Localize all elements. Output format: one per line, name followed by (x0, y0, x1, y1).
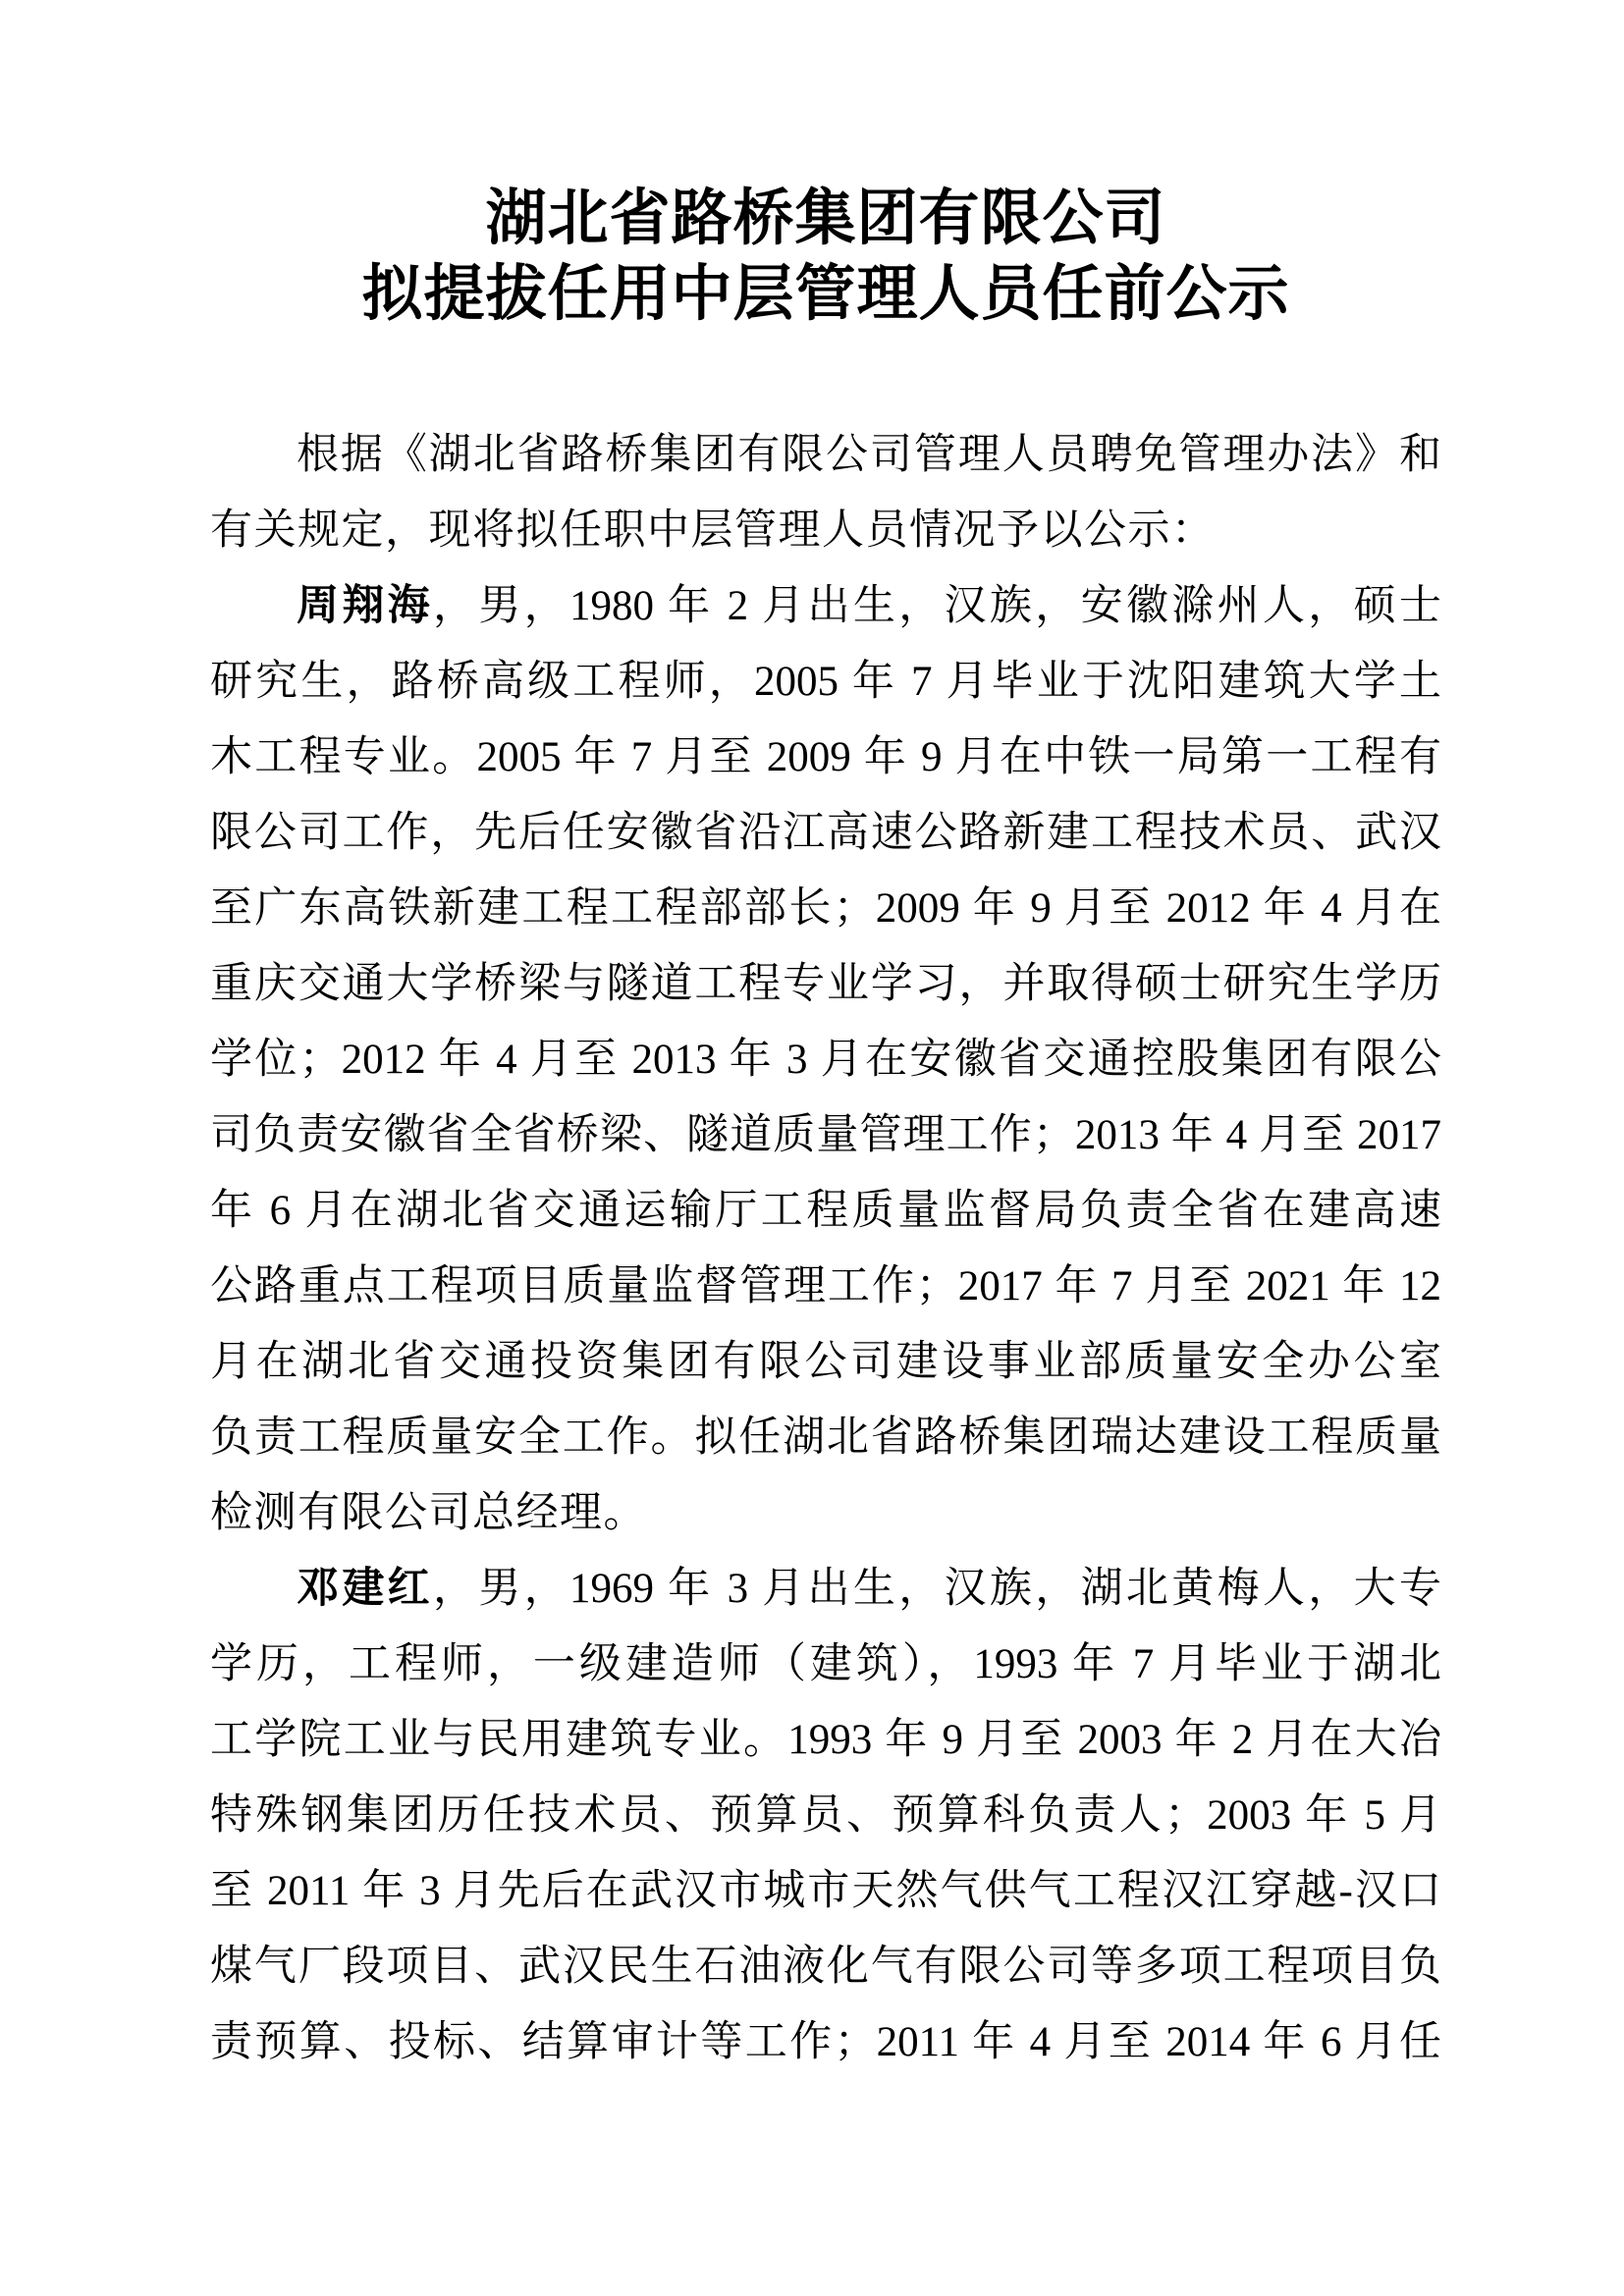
body-line: 重庆交通大学桥梁与隧道工程专业学习，并取得硕士研究生学历 (210, 961, 1441, 1007)
body-line: 责预算、投标、结算审计等工作；2011 年 4 月至 2014 年 6 月任 (210, 2019, 1441, 2065)
body-line: 学历，工程师，一级建造师（建筑），1993 年 7 月毕业于湖北 (210, 1641, 1441, 1687)
body-line-text: ，男，1980 年 2 月出生，汉族，安徽滁州人，硕士 (433, 583, 1441, 629)
body-line: 有关规定，现将拟任职中层管理人员情况予以公示： (210, 507, 1216, 554)
body-line: 研究生，路桥高级工程师，2005 年 7 月毕业于沈阳建筑大学土 (210, 659, 1441, 705)
body-line: 公路重点工程项目质量监督管理工作；2017 年 7 月至 2021 年 12 (210, 1263, 1441, 1309)
body-line-text: ，男，1969 年 3 月出生，汉族，湖北黄梅人，大专 (433, 1566, 1441, 1612)
body-line: 学位；2012 年 4 月至 2013 年 3 月在安徽省交通控股集团有限公 (210, 1037, 1441, 1083)
body-line: 负责工程质量安全工作。拟任湖北省路桥集团瑞达建设工程质量 (210, 1415, 1441, 1461)
body-line (210, 568, 1441, 644)
body-line: 月在湖北省交通投资集团有限公司建设事业部质量安全办公室 (210, 1339, 1441, 1385)
title-line-2: 拟提拔任用中层管理人员任前公示 (361, 261, 1290, 328)
body-line: 年 6 月在湖北省交通运输厅工程质量监督局负责全省在建高速 (210, 1188, 1441, 1234)
body-line: 木工程专业。2005 年 7 月至 2009 年 9 月在中铁一局第一工程有 (210, 734, 1441, 780)
body-line: 工学院工业与民用建筑专业。1993 年 9 月至 2003 年 2 月在大冶 (210, 1717, 1441, 1763)
body-line: 至 2011 年 3 月先后在武汉市城市天然气供气工程汉江穿越-汉口 (210, 1868, 1441, 1914)
document-body (210, 417, 1441, 2080)
person-name: 邓建红 (297, 1566, 434, 1612)
body-line: 煤气厂段项目、武汉民生石油液化气有限公司等多项工程项目负 (210, 1944, 1441, 1990)
body-line: 司负责安徽省全省桥梁、隧道质量管理工作；2013 年 4 月至 2017 (210, 1112, 1441, 1158)
body-line: 限公司工作，先后任安徽省沿江高速公路新建工程技术员、武汉 (210, 810, 1441, 856)
body-line: 至广东高铁新建工程工程部部长；2009 年 9 月至 2012 年 4 月在 (210, 885, 1441, 932)
document-title (210, 0, 1441, 333)
person-name: 周翔海 (297, 583, 434, 629)
title-line-1: 湖北省路桥集团有限公司 (485, 186, 1166, 252)
body-line: 根据《湖北省路桥集团有限公司管理人员聘免管理办法》和 (297, 432, 1441, 478)
body-line (210, 1551, 1441, 1627)
body-line: 检测有限公司总经理。 (210, 1490, 647, 1536)
body-line: 特殊钢集团历任技术员、预算员、预算科负责人；2003 年 5 月 (210, 1792, 1441, 1839)
